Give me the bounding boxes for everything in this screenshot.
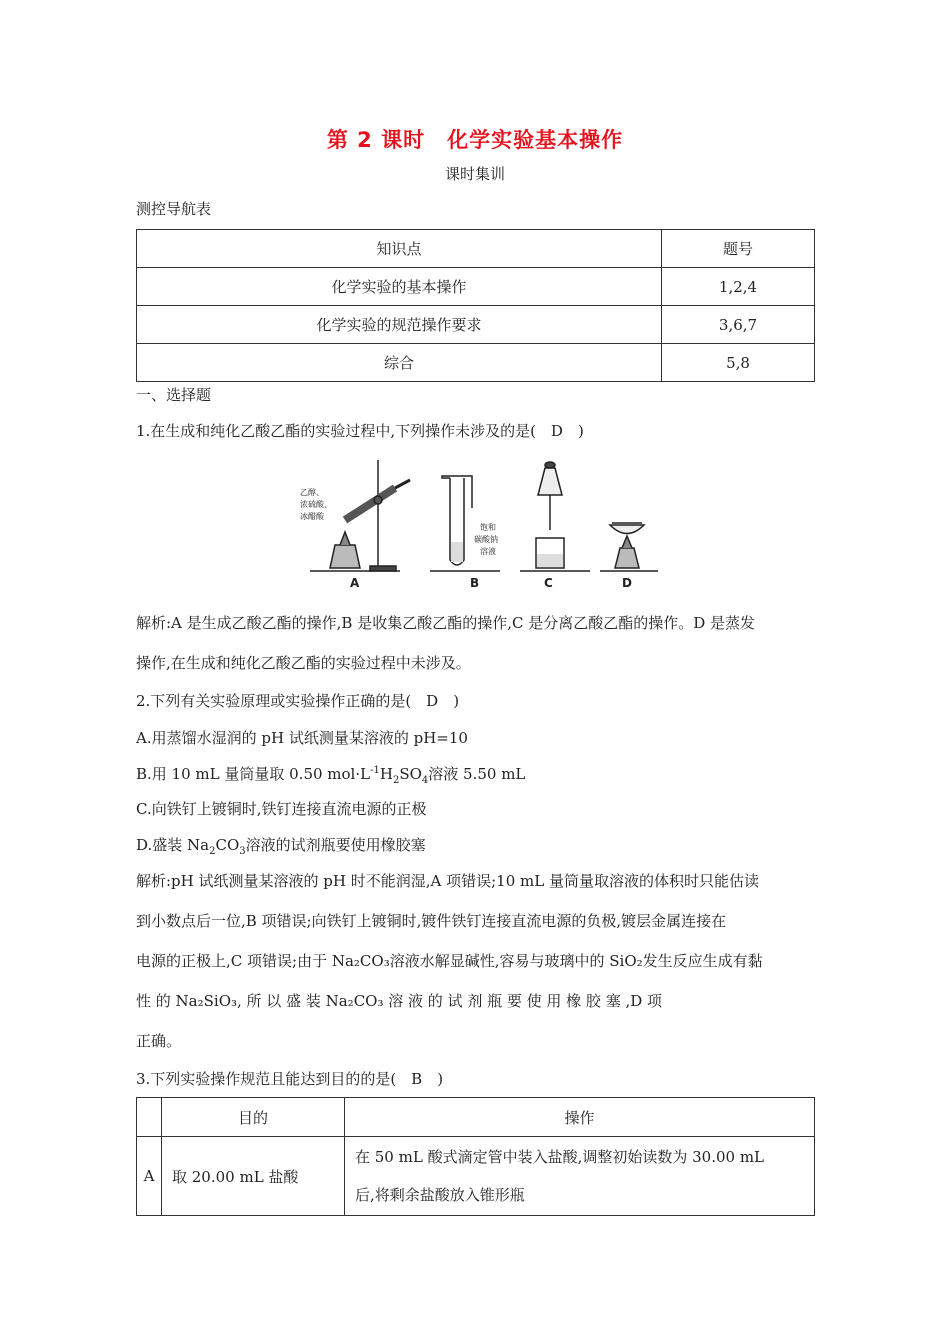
apparatus-figure <box>300 450 660 590</box>
caption-c: C <box>544 576 553 590</box>
caption-d: D <box>622 576 632 590</box>
analysis-line: 解析:A 是生成乙酸乙酯的操作,B 是收集乙酸乙酯的操作,C 是分离乙酸乙酯的操作。D 是蒸发 <box>136 614 756 632</box>
option-c: C.向铁钉上镀铜时,铁钉连接直流电源的正极 <box>136 800 427 818</box>
apparatus-d-dish <box>610 525 644 534</box>
analysis-line: 正确。 <box>136 1032 182 1050</box>
apparatus-label: 浓硫酸、 <box>300 500 332 509</box>
question-1: 1.在生成和纯化乙酸乙酯的实验过程中,下列操作未涉及的是( D ) <box>136 422 584 440</box>
table-cell: 化学实验的规范操作要求 <box>137 306 662 344</box>
table-cell: 1,2,4 <box>662 268 815 306</box>
table-cell: 3,6,7 <box>662 306 815 344</box>
table-row <box>137 306 815 344</box>
caption-b: B <box>470 576 480 590</box>
analysis-line: 性 的 Na₂SiO₃, 所 以 盛 装 Na₂CO₃ 溶 液 的 试 剂 瓶 要 使 用 橡 胶 塞 ,D 项 <box>136 992 663 1010</box>
apparatus-label: 饱和 <box>480 523 496 532</box>
table-row <box>137 230 815 268</box>
table-row <box>137 268 815 306</box>
analysis-line: 操作,在生成和纯化乙酸乙酯的实验过程中未涉及。 <box>136 654 471 672</box>
ops-table <box>136 1097 815 1216</box>
table-cell: 综合 <box>137 344 662 382</box>
table-header: 知识点 <box>137 230 662 268</box>
table-cell: 在 50 mL 酸式滴定管中装入盐酸,调整初始读数为 30.00 mL 后,将剩余盐酸放入锥形瓶 <box>345 1137 815 1216</box>
table-header: 操作 <box>345 1098 815 1137</box>
option-d: D.盛装 $Na_2CO_3$溶液的试剂瓶要使用橡胶塞 <box>136 836 426 857</box>
nav-table <box>136 229 815 382</box>
analysis-line: 解析:pH 试纸测量某溶液的 pH 时不能润湿,A 项错误;10 mL 量筒量取溶液的体积时只能估读 <box>136 872 759 890</box>
apparatus-c-funnel <box>538 468 562 495</box>
option-a: A.用蒸馏水湿润的 pH 试纸测量某溶液的 pH=10 <box>136 729 468 747</box>
table-cell: 取 20.00 mL 盐酸 <box>162 1137 345 1216</box>
analysis-line: 电源的正极上,C 项错误;由于 Na₂CO₃溶液水解显碱性,容易与玻璃中的 SiO₂发生反应生成有黏 <box>136 952 763 970</box>
analysis-line: 到小数点后一位,B 项错误;向铁钉上镀铜时,镀件铁钉连接直流电源的负极,镀层金属连接在 <box>136 912 727 930</box>
table-header <box>137 1098 162 1137</box>
apparatus-label: 冰醋酸 <box>300 512 324 521</box>
section-heading: 一、选择题 <box>136 386 212 404</box>
option-b: B.用 10 mL 量筒量取 0.50 $mol\cdot L^{-1}H_2SO_4$溶液 5.50 mL <box>136 765 526 786</box>
apparatus-label: 碳酸钠 <box>474 535 498 544</box>
table-row <box>137 1137 815 1216</box>
question-2: 2.下列有关实验原理或实验操作正确的是( D ) <box>136 692 460 710</box>
apparatus-label: 乙醇、 <box>300 488 324 497</box>
page-subtitle: 课时集训 <box>444 165 505 183</box>
apparatus-a-burner <box>330 545 360 568</box>
table-header: 目的 <box>162 1098 345 1137</box>
table-row <box>137 344 815 382</box>
apparatus-a-tube <box>345 488 395 520</box>
table-header: 题号 <box>662 230 815 268</box>
apparatus-label: 溶液 <box>480 547 496 556</box>
table-cell: 5,8 <box>662 344 815 382</box>
question-3: 3.下列实验操作规范且能达到目的的是( B ) <box>136 1070 444 1088</box>
table-cell: 化学实验的基本操作 <box>137 268 662 306</box>
page-title: 第 2 课时 化学实验基本操作 <box>326 128 624 152</box>
table-row <box>137 1098 815 1137</box>
nav-table-label: 测控导航表 <box>136 200 212 218</box>
caption-a: A <box>350 576 360 590</box>
table-cell: A <box>137 1137 162 1216</box>
